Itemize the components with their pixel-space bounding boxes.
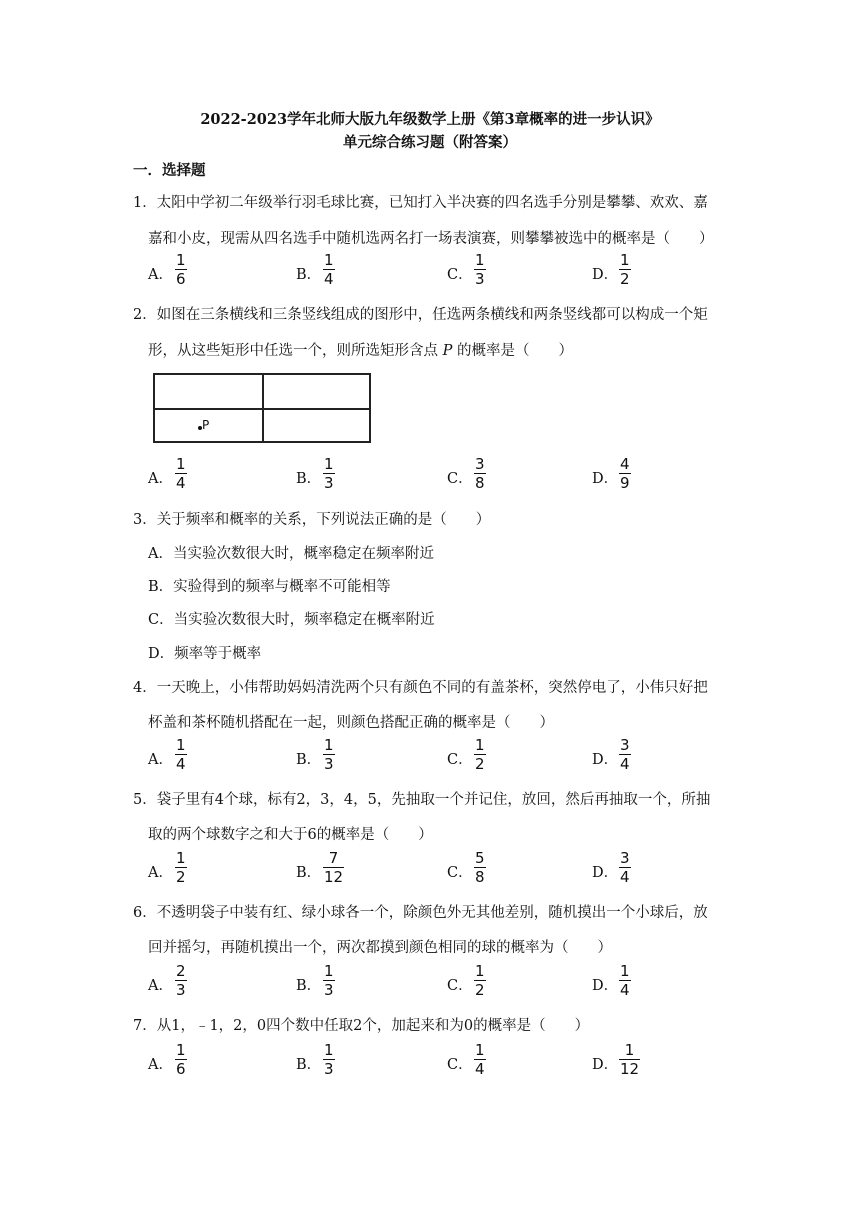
question-3-option-c: C．当实验次数很大时，频率稳定在概率附近 <box>148 612 435 628</box>
document-title-line2: 单元综合练习题（附答案） <box>343 134 517 151</box>
question-1-line1: 1．太阳中学初二年级举行羽毛球比赛，已知打入半决赛的四名选手分别是攀攀、欢欢、嘉 <box>133 195 708 211</box>
question-1-line2: 嘉和小皮，现需从四名选手中随机选两名打一场表演赛，则攀攀被选中的概率是（ ） <box>148 231 714 247</box>
question-4-line1: 4．一天晚上，小伟帮助妈妈清洗两个只有颜色不同的有盖茶杯，突然停电了，小伟只好把 <box>133 680 708 696</box>
question-3-option-a: A．当实验次数很大时，概率稳定在频率附近 <box>148 546 434 562</box>
question-3-option-b: B．实验得到的频率与概率不可能相等 <box>148 579 391 595</box>
question-7-line1: 7．从1，﹣1，2，0四个数中任取2个，加起来和为0的概率是（ ） <box>133 1018 590 1034</box>
question-5-line1: 5．袋子里有4个球，标有2，3，4，5，先抽取一个并记住，放回，然后再抽取一个，所抽 <box>133 792 711 808</box>
question-6-line1: 6．不透明袋子中装有红、绿小球各一个，除颜色外无其他差别，随机摸出一个小球后，放 <box>133 905 708 921</box>
document-title-line1: 2022-2023学年北师大版九年级数学上册《第3章概率的进一步认识》 <box>200 111 660 128</box>
question-2-line1: 2．如图在三条横线和三条竖线组成的图形中，任选两条横线和两条竖线都可以构成一个矩 <box>133 307 708 323</box>
point-p-label: P <box>202 418 210 432</box>
document-page: 2022-2023学年北师大版九年级数学上册《第3章概率的进一步认识》 单元综合练习题（附答案） 一．选择题 1．太阳中学初二年级举行羽毛球比赛，已知打入半决赛的四名选手分别是攀攀、欢欢、嘉 嘉和小皮，现需从四名选手中随机选两名打一场表演赛，则攀攀被选中的概率是（ ） A． 1 6 B． 1 4 C． 1 3 D． 1 2 2．如图在三条横线和三条竖线组成的图形中，任选两条横线和两条竖线都可以构成一个矩 形，从这些矩形中任选一个，则所选矩形含点 P 的概率是（ ） P A． 1 4 B． 1 3 C． 3 8 D． 4 9 3．关于频率和概率的关系，下列说法正确的是（ ） A．当实验次数很大时，概率稳定在频率附近 B．实验得到的频率与概率不可能相等 C．当实验次数很大时，频率稳定在概率附近 D．频率等于概率 4．一天晚上，小伟帮助妈妈清洗两个只有颜色不同的有盖茶杯，突然停电了，小伟只好把 杯盖和茶杯随机搭配在一起，则颜色搭配正确的概率是（ ） A． 1 4 B． 1 3 C． 1 2 D． 3 4 5．袋子里有4个球，标有2，3，4，5，先抽取一个并记住，放回，然后再抽取一个，所抽 取的两个球数字之和大于6的概率是（ ） A． 1 2 B． 7 12 C． 5 8 D． 3 4 6．不透明袋子中装有红、绿小球各一个，除颜色外无其他差别，随机摸出一个小球后，放 回并摇匀，再随机摸出一个，两次都摸到颜色相同的球的概率为（ ） A． 2 3 B． 1 3 C． 1 2 D． 1 4 7．从1，﹣1，2，0四个数中任取2个，加起来和为0的概率是（ ） A． 1 6 B． 1 3 C． 1 4 D． 1 12 <box>0 0 860 1216</box>
question-3-line1: 3．关于频率和概率的关系，下列说法正确的是（ ） <box>133 512 491 528</box>
grid-middle-vertical-line <box>262 375 264 441</box>
question-3-option-d: D．频率等于概率 <box>148 646 262 662</box>
question-6-line2: 回并摇匀，再随机摸出一个，两次都摸到颜色相同的球的概率为（ ） <box>148 940 612 956</box>
section-heading: 一．选择题 <box>133 162 206 179</box>
rectangle-grid-figure <box>153 373 371 443</box>
question-4-line2: 杯盖和茶杯随机搭配在一起，则颜色搭配正确的概率是（ ） <box>148 715 554 731</box>
question-2-line2: 形，从这些矩形中任选一个，则所选矩形含点 P 的概率是（ ） <box>148 343 573 359</box>
question-5-line2: 取的两个球数字之和大于6的概率是（ ） <box>148 827 433 843</box>
